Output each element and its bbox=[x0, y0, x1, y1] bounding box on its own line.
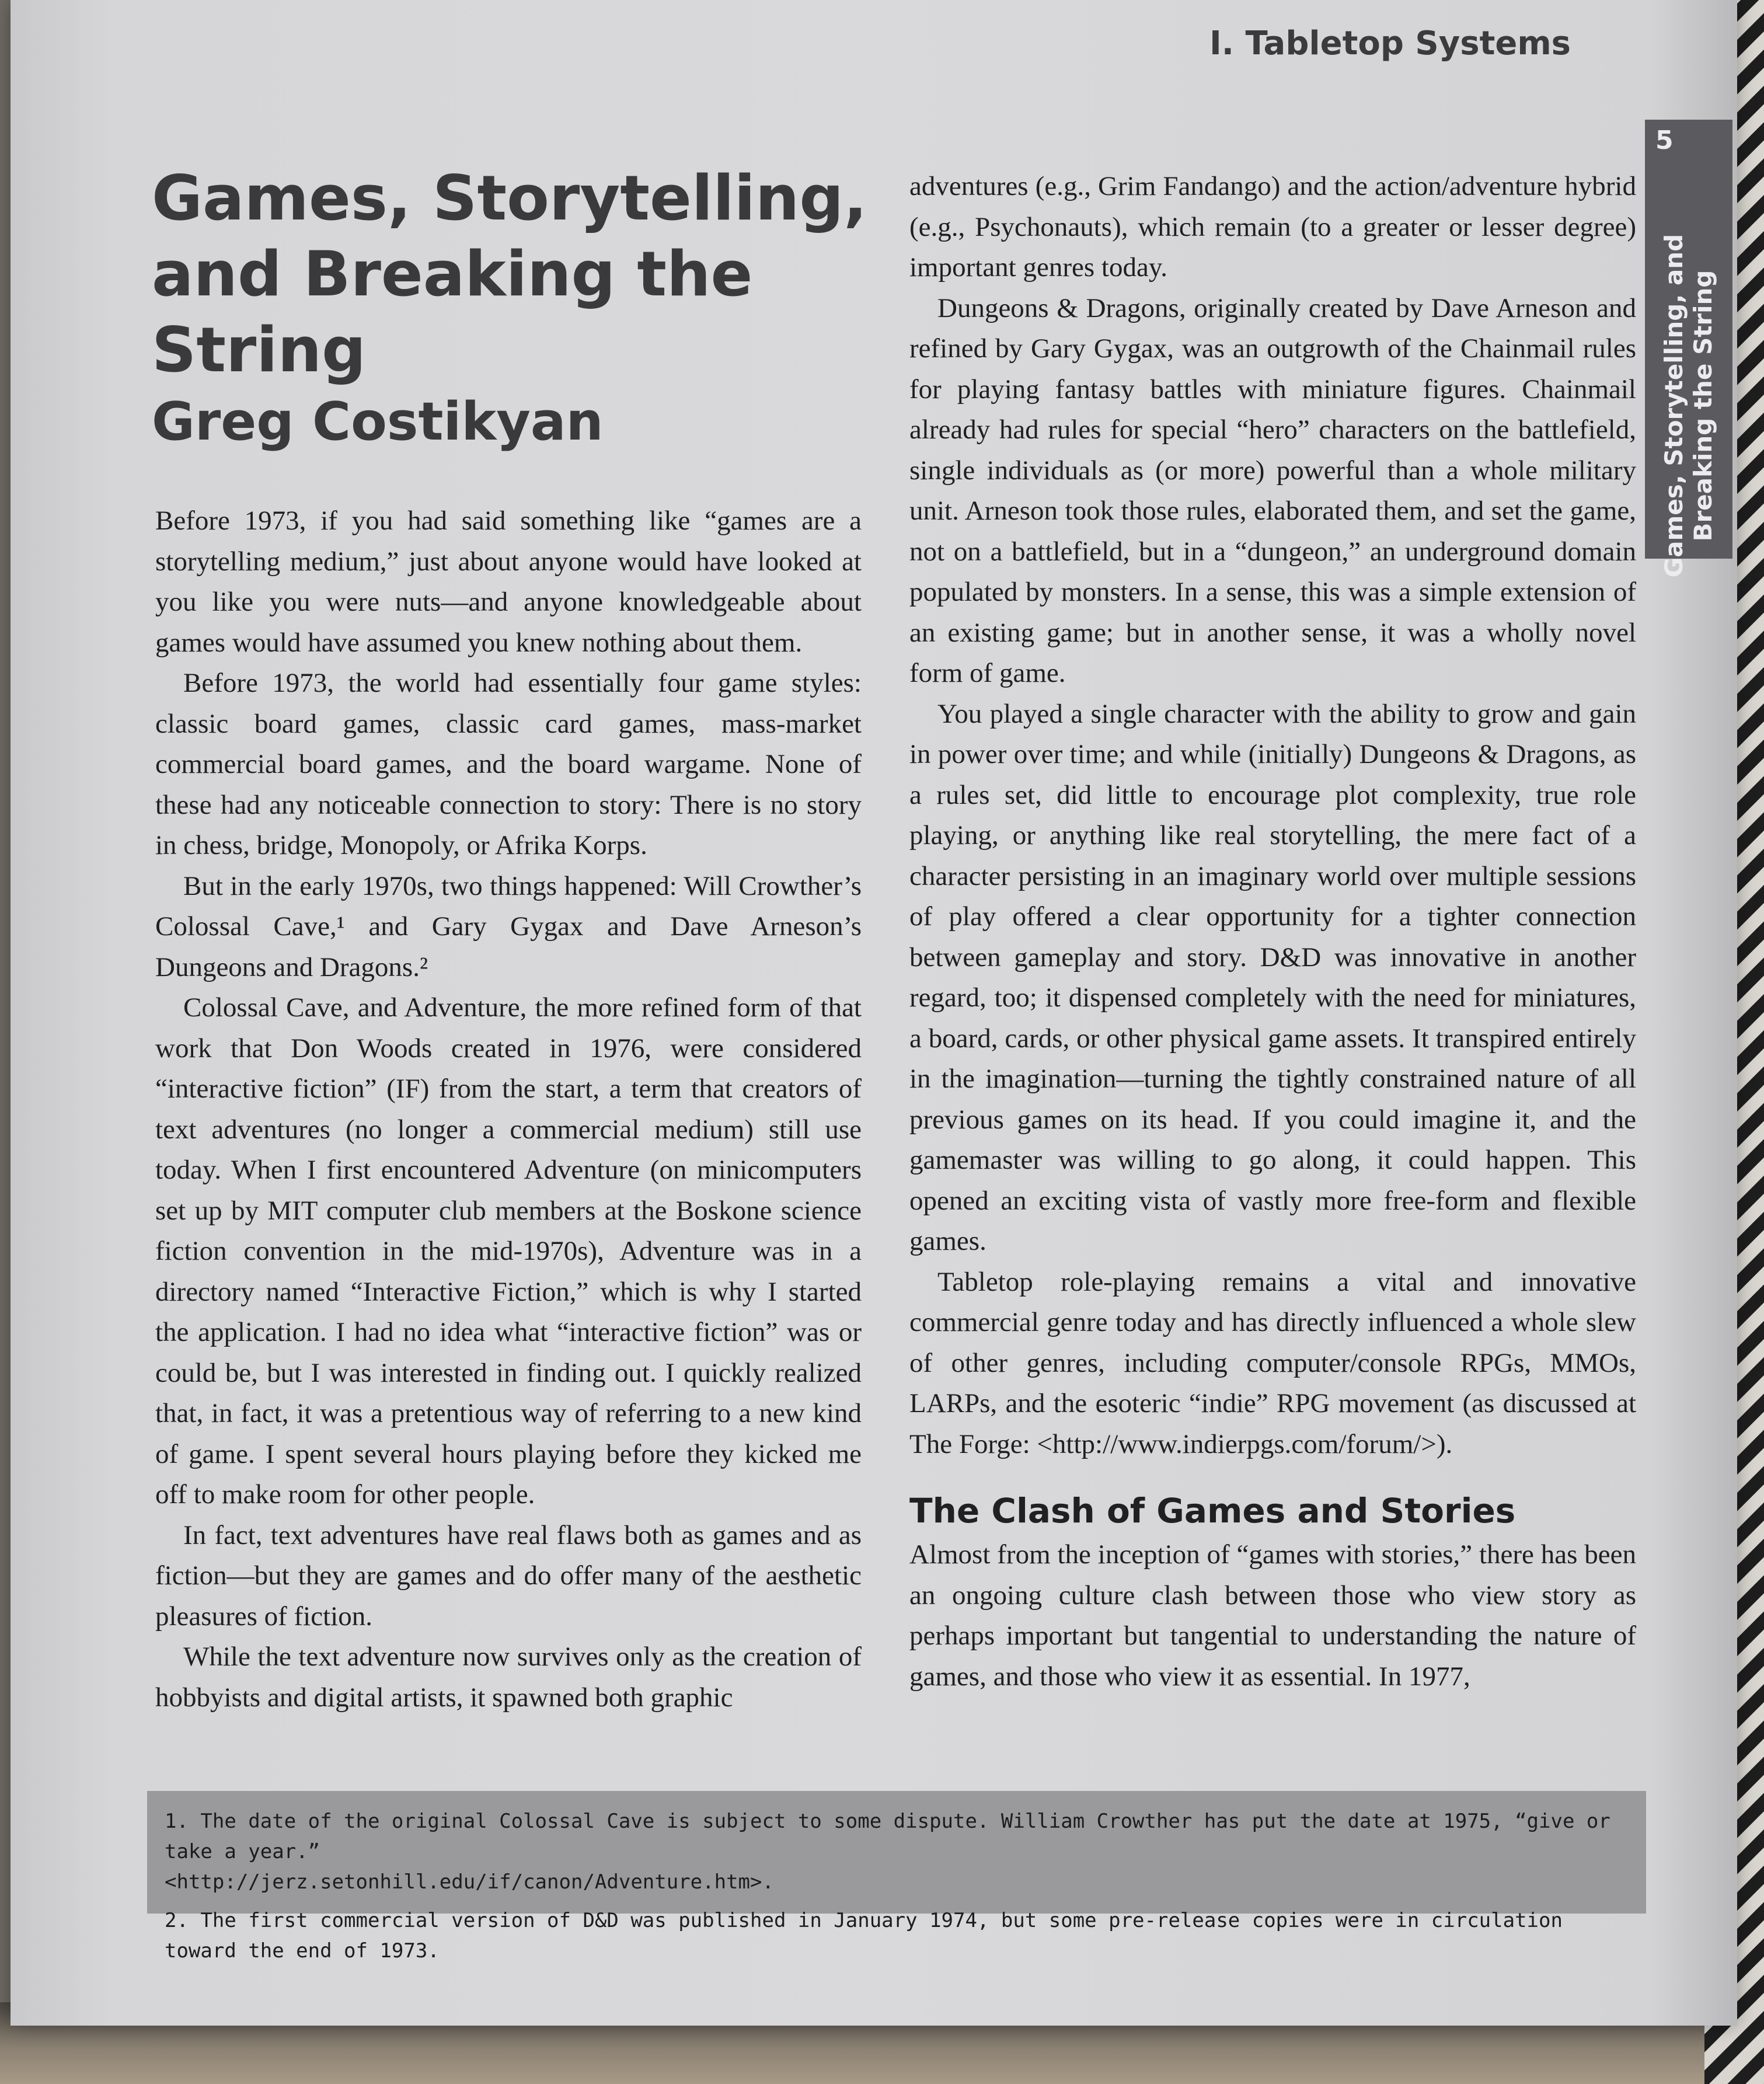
paragraph: Before 1973, if you had said something like “games are a storytelling medium,” just about anyone would have looked at you like you were nuts—and anyone knowledgeable about games would have assumed you knew nothing about them. bbox=[155, 506, 862, 658]
paragraph: Colossal Cave, and Adventure, the more refined form of that work that Don Woods created in 1976, were considered “interactive fiction” (IF) from the start, a term that creators of text adventures (no longer a commercial medium) still use today. When I first encountered Adventure (on minicomputers set up by MIT computer club members at the Boskone science fiction convention in the mid-1970s), Adventure was in a directory named “Interactive Fiction,” which is why I started the application. I had no idea what “interactive fiction” was or could be, but I was interested in finding out. I quickly realized that, in fact, it was a pretentious way of referring to a new kind of game. I spent several hours playing before they kicked me off to make room for other people. bbox=[155, 992, 862, 1510]
paragraph: Before 1973, the world had essentially four game styles: classic board games, classic card games, mass-market commercial board games, and the board wargame. None of these had any noticeable connection to story: There is no story in chess, bridge, Monopoly, or Afrika Korps. bbox=[155, 668, 862, 860]
page-number: 5 bbox=[1655, 126, 1674, 155]
paragraph: Dungeons & Dragons, originally created by Dave Arneson and refined by Gary Gygax, was an outgrowth of the Chainmail rules for playing fantasy battles with miniature figures. Chainmail already had rules for special “hero” characters on the battlefield, single individuals as (or more) powerful than a whole military unit. Arneson took those rules, elaborated them, and set the game, not on a battlefield, but in a “dungeon,” an underground domain populated by monsters. In a sense, this was a simple extension of an existing game; but in another sense, it was a wholly novel form of game. bbox=[909, 292, 1636, 688]
article-author: Greg Costikyan bbox=[152, 391, 604, 452]
footnote-1: 1. The date of the original Colossal Cave is subject to some dispute. William Crowther has put the date at 1975, “give or take a year.” bbox=[165, 1810, 1610, 1863]
chapter-side-tab bbox=[1645, 120, 1732, 578]
footnote-2: 2. The first commercial version of D&D was published in January 1974, but some pre-release copies were in circulation toward the end of 1973. bbox=[165, 1909, 1563, 1963]
side-tab-line-2: Breaking the String bbox=[1689, 270, 1717, 542]
footnote-1-url: <http://jerz.setonhill.edu/if/canon/Adventure.htm>. bbox=[165, 1870, 774, 1894]
paragraph: adventures (e.g., Grim Fandango) and the action/adventure hybrid (e.g., Psychonauts), which remain (to a greater or lesser degree) important genres today. bbox=[909, 171, 1636, 283]
left-column bbox=[155, 501, 862, 1718]
paragraph: Tabletop role-playing remains a vital and innovative commercial genre today and has directly influenced a whole slew of other genres, including computer/console RPGs, MMOs, LARPs, and the esoteric “indie” RPG movement (as discussed at The Forge: <http://www.indierpgs.com/forum/>). bbox=[909, 1266, 1636, 1459]
paragraph: In fact, text adventures have real flaws both as games and as fiction—but they are games and do offer many of the aesthetic pleasures of fiction. bbox=[155, 1520, 862, 1632]
paragraph: While the text adventure now survives only as the creation of hobbyists and digital artists, it spawned both graphic bbox=[155, 1642, 862, 1713]
footnotes-box bbox=[147, 1791, 1646, 1963]
paragraph: You played a single character with the ability to grow and gain in power over time; and while (initially) Dungeons & Dragons, as a rules set, did little to encourage plot complexity, true role playing, or anything like real storytelling, the mere fact of a character persisting in an imaginary world over multiple sessions of play offered a clear opportunity for a tighter connection between gameplay and story. D&D was innovative in another regard, too; it dispensed completely with the need for miniatures, a board, cards, or other physical game assets. It transpired entirely in the imagination—turning the tightly constrained nature of all previous games on its head. If you could imagine it, and the gamemaster was willing to go along, it could happen. This opened an exciting vista of vastly more free-form and flexible games. bbox=[909, 698, 1636, 1256]
article-title: Games, Storytelling, and Breaking the String bbox=[152, 162, 867, 386]
right-column bbox=[909, 166, 1636, 1697]
book-page bbox=[11, 0, 1737, 2026]
section-heading: The Clash of Games and Stories bbox=[909, 1491, 1516, 1531]
side-tab-title bbox=[1660, 219, 1718, 593]
paragraph: But in the early 1970s, two things happened: Will Crowther’s Colossal Cave,¹ and Gary Gygax and Dave Arneson’s Dungeons and Dragons.² bbox=[155, 870, 862, 982]
side-tab-line-1: Games, Storytelling, and bbox=[1660, 234, 1688, 578]
paragraph: Almost from the inception of “games with stories,” there has been an ongoing culture clash between those who view story as perhaps important but tangential to understanding the nature of games, and those who view it as essential. In 1977, bbox=[909, 1539, 1636, 1692]
running-header: I. Tabletop Systems bbox=[1209, 25, 1571, 62]
